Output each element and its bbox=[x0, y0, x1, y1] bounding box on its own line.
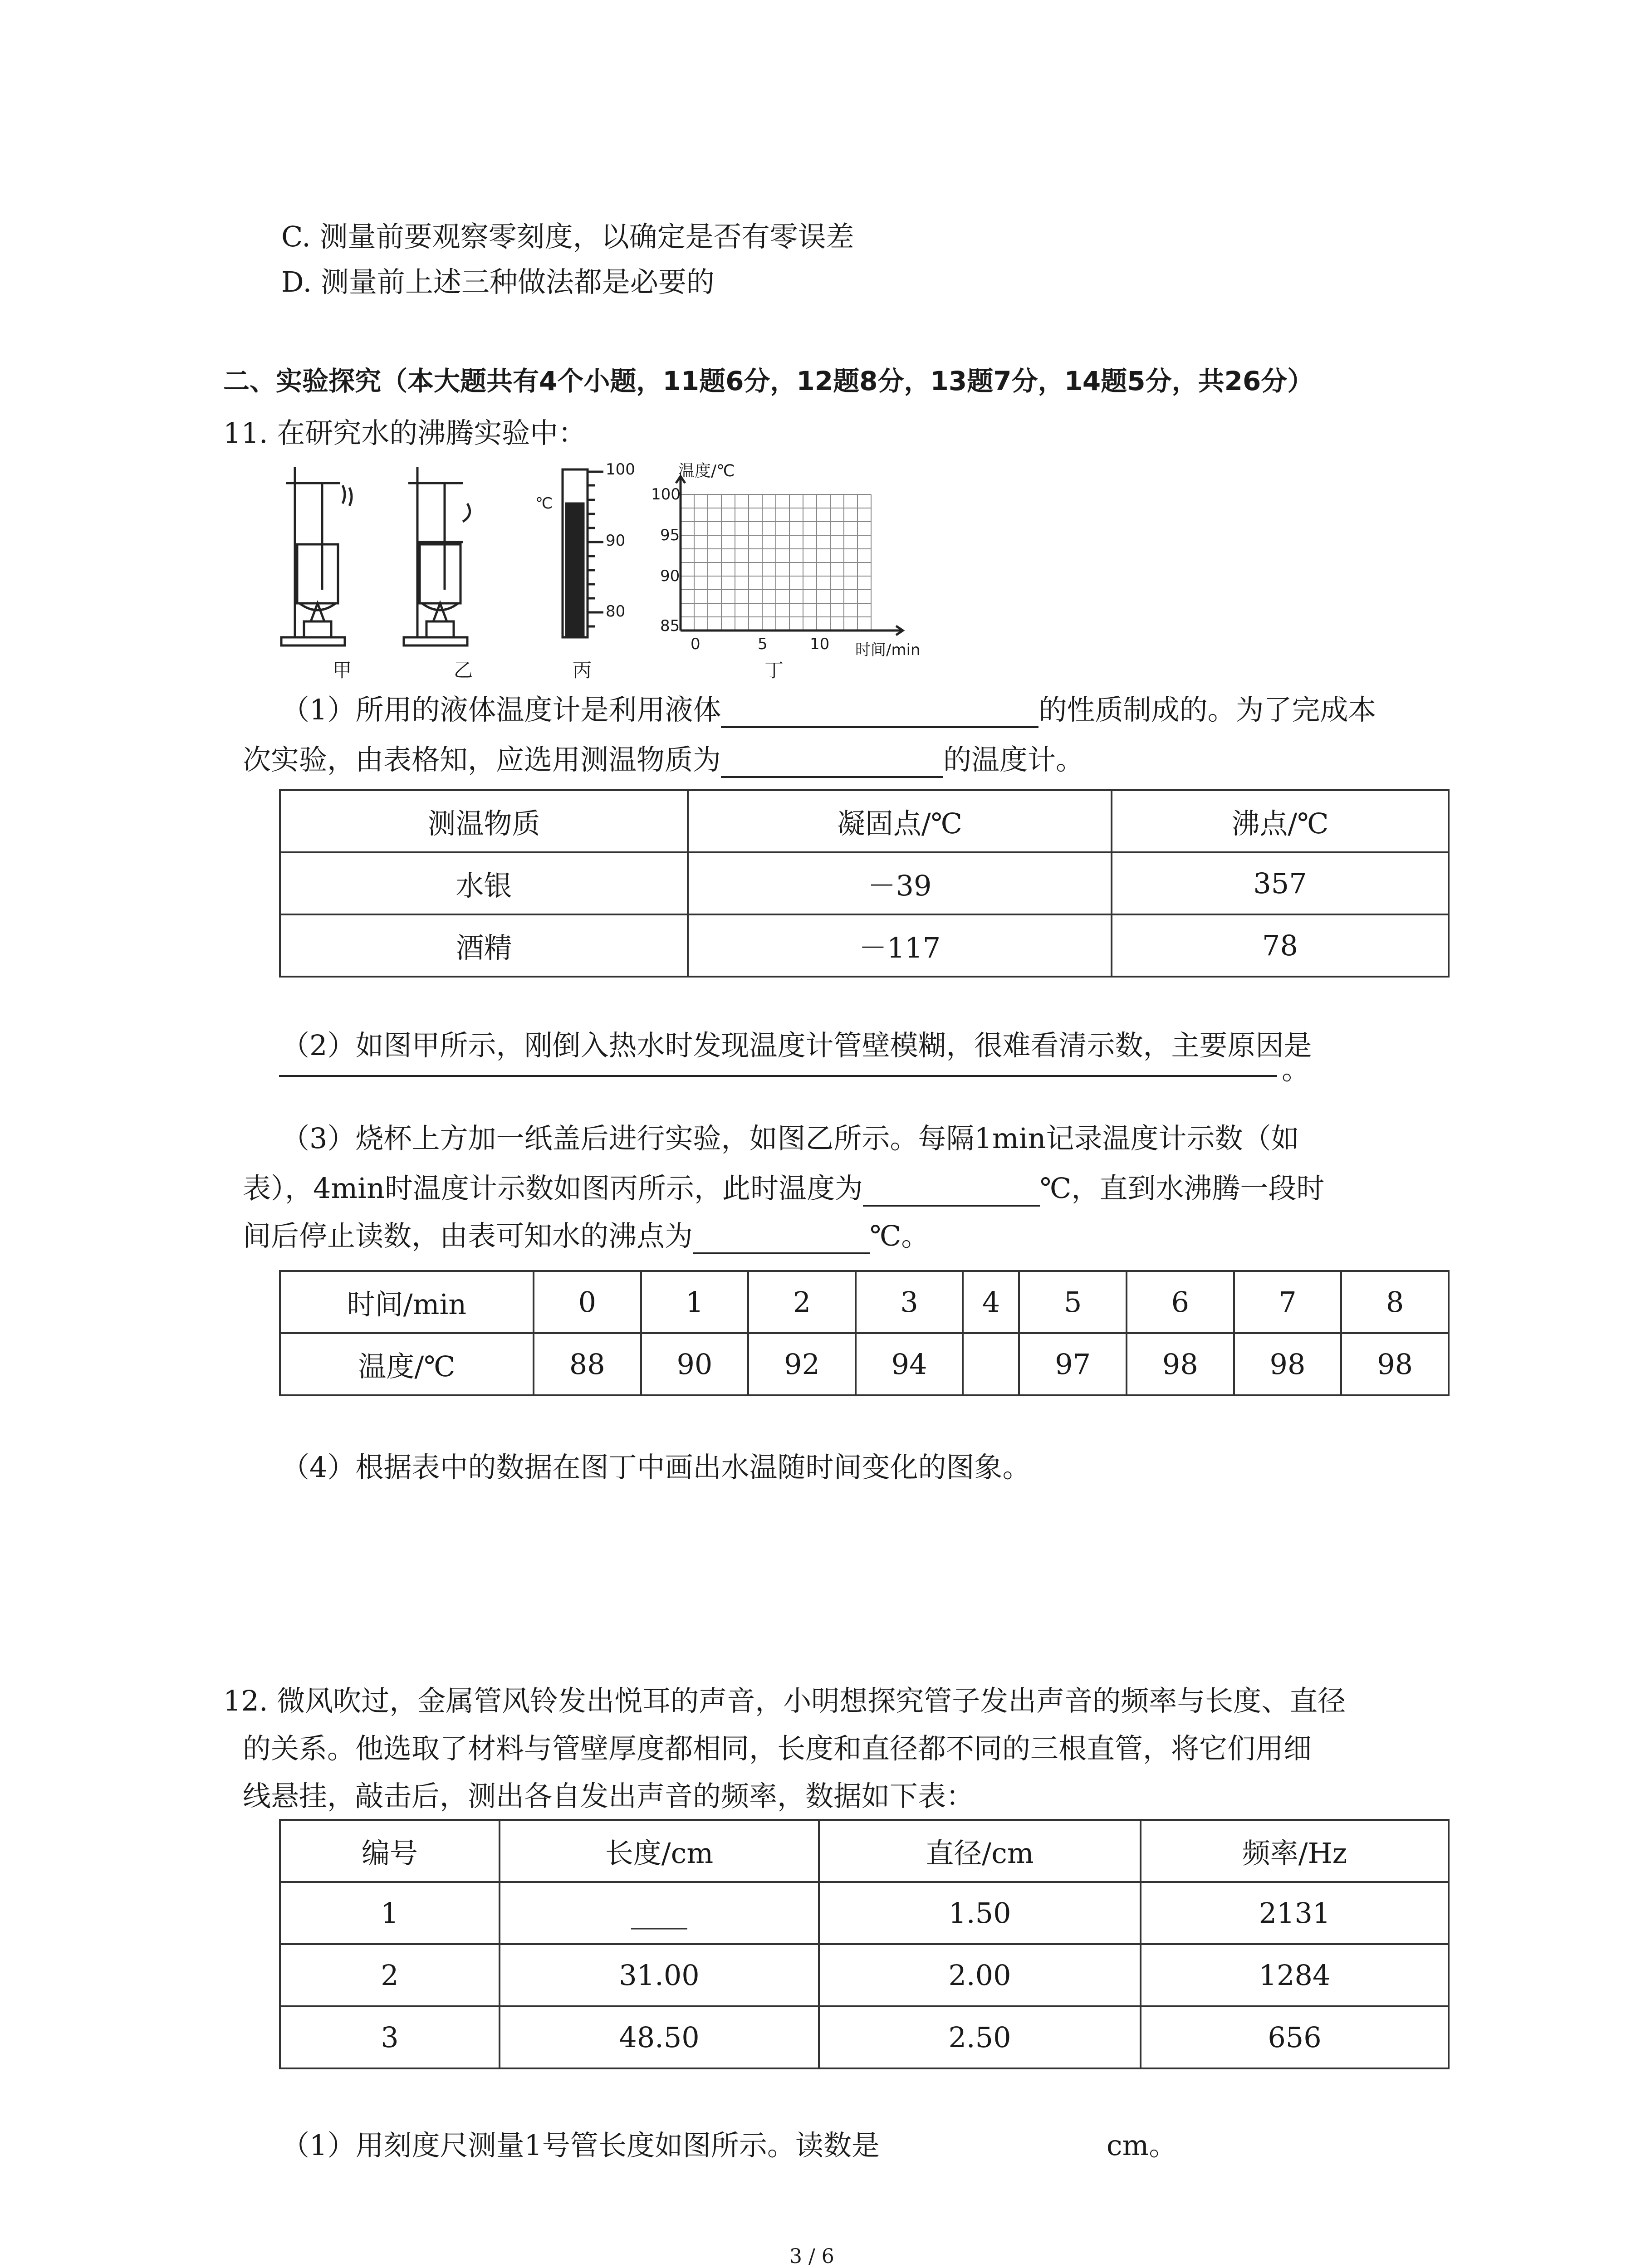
table-cell: 2 bbox=[748, 1271, 856, 1333]
table-row bbox=[280, 852, 1449, 914]
question-11-stem: 11. 在研究水的沸腾实验中： bbox=[223, 416, 587, 450]
q12-p1-a: （1）用刻度尺测量1号管长度如图所示。读数是 bbox=[281, 2129, 880, 2162]
table-cell: 水银 bbox=[280, 852, 688, 914]
table-cell: 98 bbox=[1234, 1333, 1342, 1395]
table-cell: 温度/℃ bbox=[280, 1333, 534, 1395]
figure-label-ding: 丁 bbox=[764, 659, 784, 681]
table-cell: ____ bbox=[500, 1882, 819, 1944]
q12-line2: 的关系。他选取了材料与管壁厚度都相同，长度和直径都不同的三根直管，将它们用细 bbox=[243, 1732, 1312, 1765]
table-cell: 97 bbox=[1019, 1333, 1127, 1395]
q11-part3-line2 bbox=[243, 1170, 1324, 1207]
table-row bbox=[280, 2006, 1449, 2068]
table-cell: 1 bbox=[641, 1271, 749, 1333]
table-cell: 98 bbox=[1341, 1333, 1449, 1395]
table1-header-boiling: 沸点/℃ bbox=[1112, 790, 1449, 852]
option-d: D. 测量前上述三种做法都是必要的 bbox=[281, 265, 715, 298]
table-cell: －39 bbox=[688, 852, 1112, 914]
table-cell: 2131 bbox=[1141, 1882, 1449, 1944]
table-cell: 94 bbox=[856, 1333, 963, 1395]
table3-header-diameter: 直径/cm bbox=[819, 1820, 1141, 1882]
table-cell: 98 bbox=[1127, 1333, 1234, 1395]
answer-blank-substance[interactable] bbox=[721, 749, 943, 778]
table-cell: 酒精 bbox=[280, 914, 688, 977]
time-temperature-table bbox=[279, 1270, 1450, 1396]
table-cell: 7 bbox=[1234, 1271, 1342, 1333]
thermometer-substance-table bbox=[279, 789, 1450, 978]
table3-header-id: 编号 bbox=[280, 1820, 500, 1882]
table-cell: 78 bbox=[1112, 914, 1449, 977]
graph-xtick-10: 10 bbox=[810, 635, 830, 653]
q11-part3-line3 bbox=[243, 1218, 929, 1254]
graph-xlabel: 时间/min bbox=[855, 641, 921, 659]
table3-header-frequency: 频率/Hz bbox=[1141, 1820, 1449, 1882]
table-row bbox=[280, 1333, 1449, 1395]
q11-part3-line1: （3）烧杯上方加一纸盖后进行实验，如图乙所示。每隔1min记录温度计示数（如 bbox=[281, 1122, 1299, 1155]
q11-p1-a: （1）所用的液体温度计是利用液体 bbox=[281, 693, 721, 726]
table-cell: 0 bbox=[534, 1271, 641, 1333]
q12-line1: 12. 微风吹过，金属管风铃发出悦耳的声音，小明想探究管子发出声音的频率与长度、直径 bbox=[223, 1684, 1346, 1717]
figure-label-jia: 甲 bbox=[333, 659, 352, 681]
thermometer-tick-80: 80 bbox=[606, 602, 626, 621]
table-cell: 92 bbox=[748, 1333, 856, 1395]
table-cell: 656 bbox=[1141, 2006, 1449, 2068]
table-cell: 1284 bbox=[1141, 1944, 1449, 2006]
graph-xtick-0: 0 bbox=[691, 635, 700, 653]
table-row bbox=[280, 1944, 1449, 2006]
table-cell: 时间/min bbox=[280, 1271, 534, 1333]
pipe-frequency-table bbox=[279, 1819, 1450, 2069]
q12-line3: 线悬挂，敲击后，测出各自发出声音的频率，数据如下表： bbox=[243, 1779, 975, 1813]
table-cell: 1.50 bbox=[819, 1882, 1141, 1944]
table-row bbox=[280, 1271, 1449, 1333]
answer-blank-property[interactable] bbox=[721, 699, 1038, 728]
graph-ytick-85: 85 bbox=[660, 617, 680, 635]
graph-ytick-90: 90 bbox=[660, 567, 680, 585]
figure-svg bbox=[272, 458, 944, 694]
table-cell: 8 bbox=[1341, 1271, 1449, 1333]
answer-blank-boiling-point[interactable] bbox=[693, 1225, 870, 1254]
table-cell bbox=[963, 1333, 1019, 1395]
table-cell: 88 bbox=[534, 1333, 641, 1395]
table-cell: 31.00 bbox=[500, 1944, 819, 2006]
table1-header-freezing: 凝固点/℃ bbox=[688, 790, 1112, 852]
thermometer-tick-90: 90 bbox=[606, 532, 626, 550]
table3-header-length: 长度/cm bbox=[500, 1820, 819, 1882]
table-cell: 90 bbox=[641, 1333, 749, 1395]
q11-p3-l2a: 表），4min时温度计示数如图丙所示，此时温度为 bbox=[243, 1172, 863, 1205]
table-cell: 3 bbox=[856, 1271, 963, 1333]
answer-blank-temperature[interactable] bbox=[863, 1178, 1040, 1207]
option-c: C. 测量前要观察零刻度，以确定是否有零误差 bbox=[281, 220, 854, 253]
thermometer-tick-100: 100 bbox=[606, 460, 635, 479]
table-cell: 4 bbox=[963, 1271, 1019, 1333]
q11-p1-c: 次实验，由表格知，应选用测温物质为 bbox=[243, 743, 721, 776]
section-heading: 二、实验探究（本大题共有4个小题，11题6分，12题8分，13题7分，14题5分，共26分） bbox=[223, 366, 1314, 396]
q12-p1-b: cm。 bbox=[1106, 2129, 1177, 2162]
graph-ytick-95: 95 bbox=[660, 526, 680, 544]
table-cell: －117 bbox=[688, 914, 1112, 977]
table-row bbox=[280, 914, 1449, 977]
q11-p1-b: 的性质制成的。为了完成本 bbox=[1038, 693, 1376, 726]
q12-part1 bbox=[281, 2127, 1177, 2164]
q11-p3-l3a: 间后停止读数，由表可知水的沸点为 bbox=[243, 1219, 693, 1252]
figure-label-yi: 乙 bbox=[454, 659, 473, 681]
q11-part1-line2 bbox=[243, 742, 1084, 778]
figure-label-bing: 丙 bbox=[573, 659, 592, 681]
q11-part1-line1 bbox=[281, 692, 1376, 728]
table-cell: 6 bbox=[1127, 1271, 1234, 1333]
answer-blank-reason[interactable] bbox=[279, 1075, 1277, 1077]
table-cell: 1 bbox=[280, 1882, 500, 1944]
page-number: 3 / 6 bbox=[789, 2245, 834, 2268]
graph-ytick-100: 100 bbox=[651, 485, 681, 503]
table-cell: 357 bbox=[1112, 852, 1449, 914]
experiment-figure bbox=[272, 458, 944, 694]
table-cell: 5 bbox=[1019, 1271, 1127, 1333]
table-cell: 3 bbox=[280, 2006, 500, 2068]
table-cell: 2 bbox=[280, 1944, 500, 2006]
q11-part4: （4）根据表中的数据在图丁中画出水温随时间变化的图象。 bbox=[281, 1451, 1031, 1484]
q11-p3-l3b: ℃。 bbox=[870, 1219, 930, 1252]
table-row bbox=[280, 1882, 1449, 1944]
graph-ylabel: 温度/℃ bbox=[678, 462, 735, 480]
table-cell: 2.50 bbox=[819, 2006, 1141, 2068]
q11-part2: （2）如图甲所示，刚倒入热水时发现温度计管壁模糊，很难看清示数，主要原因是 bbox=[281, 1029, 1312, 1062]
q11-p1-d: 的温度计。 bbox=[943, 743, 1084, 776]
thermometer-unit: ℃ bbox=[535, 494, 553, 513]
table-cell: 2.00 bbox=[819, 1944, 1141, 2006]
q11-part2-end: 。 bbox=[1282, 1053, 1310, 1086]
graph-xtick-5: 5 bbox=[758, 635, 768, 653]
table1-header-substance: 测温物质 bbox=[280, 790, 688, 852]
q11-p3-l2b: ℃，直到水沸腾一段时 bbox=[1040, 1172, 1325, 1205]
table-cell: 48.50 bbox=[500, 2006, 819, 2068]
